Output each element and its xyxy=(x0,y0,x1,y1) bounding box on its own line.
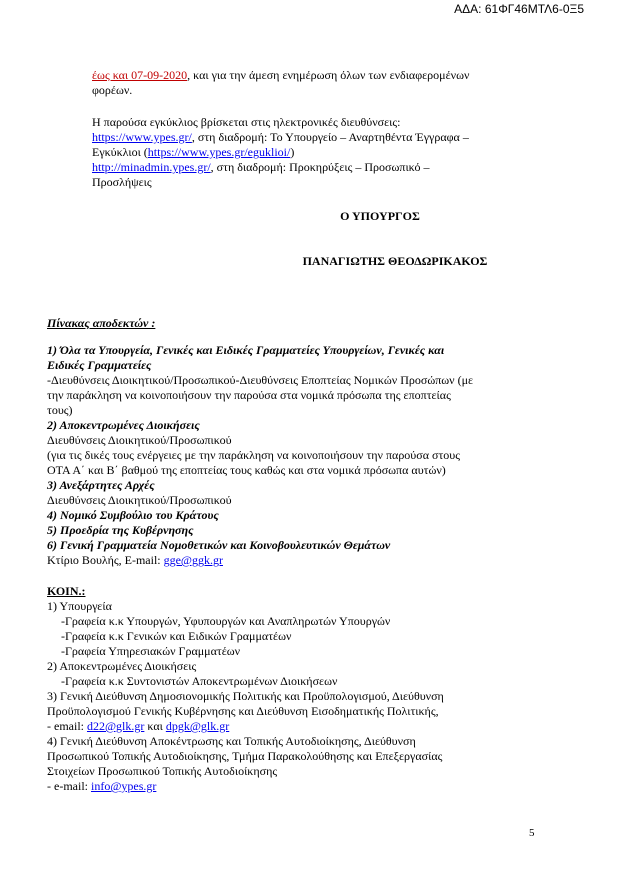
koin-4a: 4) Γενική Διεύθυνση Αποκέντρωσης και Τοπικής Αυτοδιοίκησης, Διεύθυνση xyxy=(47,734,416,748)
recipient-6-address: Κτίριο Βουλής, E-mail: xyxy=(47,553,164,567)
circular-paragraph xyxy=(92,115,535,190)
recipient-6: 6) Γενική Γραμματεία Νομοθετικών και Κοινοβουλευτικών Θεμάτων xyxy=(47,538,391,552)
koin-3b: Προϋπολογισμού Γενικής Κυβέρνησης και Διεύθυνση Εισοδηματικής Πολιτικής, xyxy=(47,704,439,718)
circular-line4-rest: , στη διαδρομή: Προκηρύξεις – Προσωπικό – xyxy=(210,160,430,174)
recipients-heading-text: Πίνακας αποδεκτών : xyxy=(47,316,156,330)
recipient-1-desc2: την παράκληση να κοινοποιήσουν την παρούσα στα νομικά πρόσωπα της εποπτείας xyxy=(47,388,451,402)
koin-4c: Στοιχείων Προσωπικού Τοπικής Αυτοδιοίκησης xyxy=(47,764,278,778)
deadline-date: έως και 07-09-2020 xyxy=(92,68,188,82)
minister-name: ΠΑΝΑΓΙΩΤΗΣ ΘΕΟΔΩΡΙΚΑΚΟΣ xyxy=(302,254,488,268)
gge-email-link[interactable]: gge@ggk.gr xyxy=(163,553,223,567)
koin-4b: Προσωπικού Τοπικής Αυτοδιοίκησης, Τμήμα Παρακολούθησης και Επεξεργασίας xyxy=(47,749,443,763)
circular-line5: Προσλήψεις xyxy=(92,175,152,189)
recipient-1-desc: -Διευθύνσεις Διοικητικού/Προσωπικού-Διευθύνσεις Εποπτείας Νομικών Προσώπων (με xyxy=(47,373,474,387)
recipient-1-cont: Ειδικές Γραμματείες xyxy=(47,358,152,372)
intro-line2: φορέων. xyxy=(92,83,133,97)
recipients-list xyxy=(47,343,537,568)
koin-1c: -Γραφεία Υπηρεσιακών Γραμματέων xyxy=(61,644,241,658)
koin-2a: -Γραφεία κ.κ Συντονιστών Αποκεντρωμένων Διοικήσεων xyxy=(61,674,338,688)
page-number: 5 xyxy=(529,827,535,839)
recipients-heading xyxy=(47,316,537,331)
minister-title: Ο ΥΠΟΥΡΓΟΣ xyxy=(340,209,420,223)
koin-section xyxy=(47,584,537,794)
recipient-4: 4) Νομικό Συμβούλιο του Κράτους xyxy=(47,508,219,522)
recipient-2: 2) Αποκεντρωμένες Διοικήσεις xyxy=(47,418,200,432)
recipient-2-desc3: ΟΤΑ Α΄ και Β΄ βαθμού της εποπτείας τους καθώς και στα νομικά πρόσωπα αυτών) xyxy=(47,463,446,477)
ypes-link[interactable]: https://www.ypes.gr/ xyxy=(92,130,192,144)
koin-4d-pre: - e-mail: xyxy=(47,779,91,793)
recipient-2-desc2: (για τις δικές τους ενέργειες με την παράκληση να κοινοποιήσουν την παρούσα στους xyxy=(47,448,460,462)
d22-email-link[interactable]: d22@glk.gr xyxy=(86,719,145,733)
recipient-1: 1) Όλα τα Υπουργεία, Γενικές και Ειδικές Γραμματείες Υπουργείων, Γενικές και xyxy=(47,343,445,357)
egukliοi-link[interactable]: https://www.ypes.gr/egukliοi/ xyxy=(147,145,291,159)
dpgk-email-link[interactable]: dpgk@glk.gr xyxy=(165,719,230,733)
koin-1: 1) Υπουργεία xyxy=(47,599,112,613)
koin-1a: -Γραφεία κ.κ Υπουργών, Υφυπουργών και Αναπληρωτών Υπουργών xyxy=(61,614,391,628)
info-email-link[interactable]: info@ypes.gr xyxy=(90,779,157,793)
koin-3c-mid: και xyxy=(144,719,166,733)
recipient-2-desc: Διευθύνσεις Διοικητικού/Προσωπικού xyxy=(47,433,232,447)
circular-line3-post: ) xyxy=(290,145,295,159)
koin-1b: -Γραφεία κ.κ Γενικών και Ειδικών Γραμματέων xyxy=(61,629,292,643)
intro-line1: , και για την άμεση ενημέρωση όλων των ενδιαφερομένων xyxy=(187,68,470,82)
recipient-1-desc3: τους) xyxy=(47,403,73,417)
circular-line1: Η παρούσα εγκύκλιος βρίσκεται στις ηλεκτρονικές διευθύνσεις: xyxy=(92,115,401,129)
recipient-5: 5) Προεδρία της Κυβέρνησης xyxy=(47,523,194,537)
circular-line2-rest: , στη διαδρομή: Το Υπουργείο – Αναρτηθέντα Έγγραφα – xyxy=(191,130,469,144)
recipient-3: 3) Ανεξάρτητες Αρχές xyxy=(47,478,155,492)
ada-code: ΑΔΑ: 61ΦΓ46ΜΤΛ6-0Ξ5 xyxy=(454,2,584,16)
koin-heading: ΚΟΙΝ.: xyxy=(47,584,86,598)
koin-3a: 3) Γενική Διεύθυνση Δημοσιονομικής Πολιτικής και Προϋπολογισμού, Διεύθυνση xyxy=(47,689,444,703)
koin-2: 2) Αποκεντρωμένες Διοικήσεις xyxy=(47,659,197,673)
koin-3c-pre: - email: xyxy=(47,719,87,733)
minadmin-link[interactable]: http://minadmin.ypes.gr/ xyxy=(92,160,211,174)
recipient-3-desc: Διευθύνσεις Διοικητικού/Προσωπικού xyxy=(47,493,232,507)
intro-paragraph xyxy=(92,68,535,98)
circular-line3-pre: Εγκύκλιοι ( xyxy=(92,145,148,159)
